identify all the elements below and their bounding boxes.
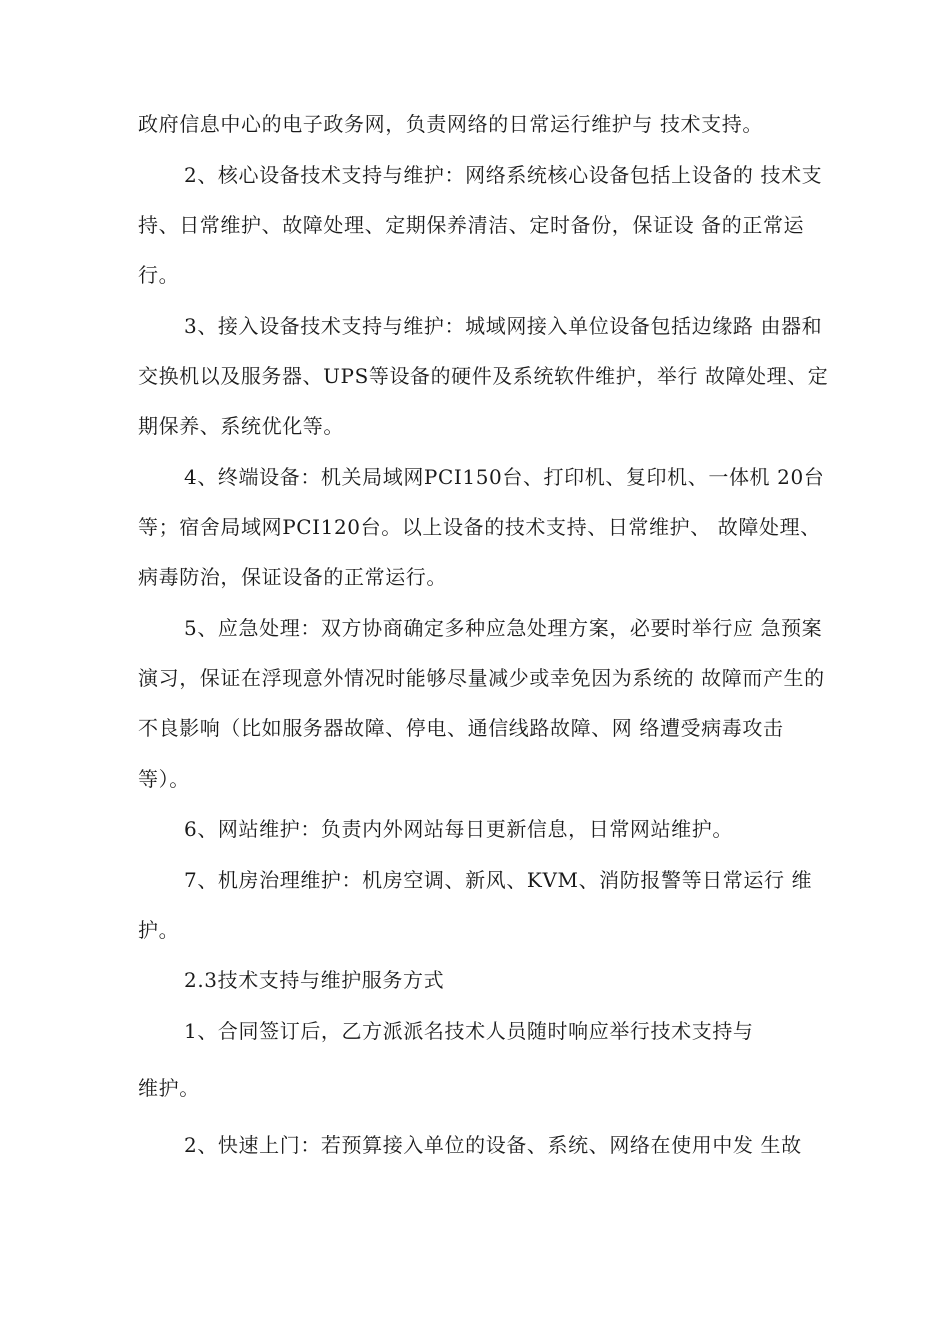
text-line: 等；宿舍局域网PCI120台。以上设备的技术支持、日常维护、 故障处理、	[138, 515, 821, 539]
text-line: 行。	[138, 263, 180, 287]
text-line: 6、网站维护：负责内外网站每日更新信息，日常网站维护。	[184, 817, 733, 841]
text-line: 5、应急处理：双方协商确定多种应急处理方案，必要时举行应 急预案	[184, 616, 823, 640]
text-line: 持、日常维护、故障处理、定期保养清洁、定时备份，保证设 备的正常运	[138, 213, 805, 237]
text-line: 4、终端设备：机关局域网PCI150台、打印机、复印机、一体机 20台	[184, 465, 825, 489]
text-line: 不良影响（比如服务器故障、停电、通信线路故障、网 络遭受病毒攻击	[138, 716, 784, 740]
text-line: 等）。	[138, 767, 190, 791]
text-line: 3、接入设备技术支持与维护：城域网接入单位设备包括边缘路 由器和	[184, 314, 823, 338]
text-line: 交换机以及服务器、UPS等设备的硬件及系统软件维护，举行 故障处理、定	[138, 364, 829, 388]
text-line: 护。	[138, 918, 180, 942]
text-line: 2、快速上门：若预算接入单位的设备、系统、网络在使用中发 生故	[184, 1133, 802, 1157]
text-line: 病毒防治，保证设备的正常运行。	[138, 565, 447, 589]
text-line: 7、机房治理维护：机房空调、新风、KVM、消防报警等日常运行 维	[184, 868, 813, 892]
text-line: 1、合同签订后，乙方派派名技术人员随时响应举行技术支持与	[184, 1019, 754, 1043]
text-line: 演习，保证在浮现意外情况时能够尽量减少或幸免因为系统的 故障而产生的	[138, 666, 825, 690]
section-heading: 2.3技术支持与维护服务方式	[184, 968, 445, 992]
text-line: 期保养、系统优化等。	[138, 414, 344, 438]
text-line: 2、核心设备技术支持与维护：网络系统核心设备包括上设备的 技术支	[184, 163, 823, 187]
text-line: 政府信息中心的电子政务网，负责网络的日常运行维护与 技术支持。	[138, 112, 763, 136]
text-line: 维护。	[138, 1076, 200, 1100]
